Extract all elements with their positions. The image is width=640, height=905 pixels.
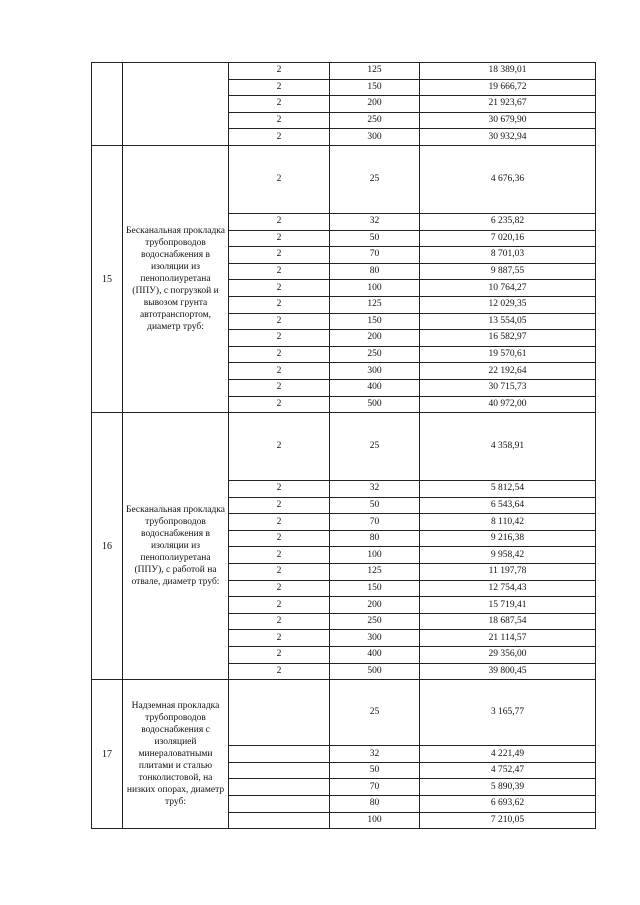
count-cell: 2 <box>229 346 330 363</box>
section-description: Надземная прокладка трубопроводов водоснабжения с изоляцией минераловатными плитами и сталью тонколистовой, на низких опорах, диаметр труб: <box>123 680 229 829</box>
section-description: Бесканальная прокладка трубопроводов водоснабжения в изоляции из пенополиуретана (ППУ), с работой на отвале, диаметр труб: <box>123 413 229 680</box>
count-cell <box>229 812 330 829</box>
diameter-cell: 50 <box>330 497 420 514</box>
price-cell: 8 110,42 <box>420 514 596 531</box>
diameter-cell: 250 <box>330 112 420 129</box>
diameter-cell: 125 <box>330 564 420 581</box>
price-cell: 21 923,67 <box>420 96 596 113</box>
diameter-cell: 80 <box>330 796 420 813</box>
count-cell: 2 <box>229 530 330 547</box>
diameter-cell: 32 <box>330 481 420 498</box>
price-cell: 12 754,43 <box>420 580 596 597</box>
price-cell: 9 958,42 <box>420 547 596 564</box>
price-cell: 4 358,91 <box>420 413 596 481</box>
price-cell: 40 972,00 <box>420 396 596 413</box>
table-row <box>92 63 596 80</box>
price-cell: 6 543,64 <box>420 497 596 514</box>
diameter-cell: 150 <box>330 313 420 330</box>
price-cell: 8 701,03 <box>420 247 596 264</box>
count-cell: 2 <box>229 413 330 481</box>
price-cell: 18 687,54 <box>420 613 596 630</box>
price-cell: 19 570,61 <box>420 346 596 363</box>
count-cell <box>229 680 330 746</box>
price-cell: 15 719,41 <box>420 597 596 614</box>
price-cell: 5 890,39 <box>420 779 596 796</box>
diameter-cell: 70 <box>330 514 420 531</box>
table-row <box>92 145 596 213</box>
count-cell: 2 <box>229 630 330 647</box>
count-cell <box>229 746 330 763</box>
price-cell: 4 221,49 <box>420 746 596 763</box>
diameter-cell: 32 <box>330 213 420 230</box>
diameter-cell: 500 <box>330 396 420 413</box>
diameter-cell: 300 <box>330 129 420 146</box>
count-cell: 2 <box>229 379 330 396</box>
diameter-cell: 150 <box>330 580 420 597</box>
table-row <box>92 680 596 746</box>
diameter-cell: 100 <box>330 812 420 829</box>
price-cell: 13 554,05 <box>420 313 596 330</box>
count-cell: 2 <box>229 597 330 614</box>
price-cell: 9 216,38 <box>420 530 596 547</box>
price-cell: 6 693,62 <box>420 796 596 813</box>
count-cell <box>229 796 330 813</box>
diameter-cell: 150 <box>330 79 420 96</box>
count-cell: 2 <box>229 547 330 564</box>
price-cell: 4 752,47 <box>420 762 596 779</box>
diameter-cell: 25 <box>330 680 420 746</box>
section-number: 17 <box>92 680 123 829</box>
section-number <box>92 63 123 146</box>
diameter-cell: 400 <box>330 647 420 664</box>
diameter-cell: 100 <box>330 547 420 564</box>
count-cell: 2 <box>229 296 330 313</box>
count-cell: 2 <box>229 647 330 664</box>
price-cell: 18 389,01 <box>420 63 596 80</box>
diameter-cell: 50 <box>330 762 420 779</box>
count-cell: 2 <box>229 63 330 80</box>
price-cell: 19 666,72 <box>420 79 596 96</box>
section-description: Бесканальная прокладка трубопроводов водоснабжения в изоляции из пенополиуретана (ППУ), с погрузкой и вывозом грунта автотранспортом, диаметр труб: <box>123 145 229 412</box>
price-cell: 30 679,90 <box>420 112 596 129</box>
diameter-cell: 125 <box>330 63 420 80</box>
diameter-cell: 400 <box>330 379 420 396</box>
count-cell: 2 <box>229 613 330 630</box>
count-cell: 2 <box>229 363 330 380</box>
diameter-cell: 300 <box>330 630 420 647</box>
price-cell: 11 197,78 <box>420 564 596 581</box>
price-cell: 7 020,16 <box>420 230 596 247</box>
diameter-cell: 50 <box>330 230 420 247</box>
diameter-cell: 80 <box>330 263 420 280</box>
price-cell: 4 676,36 <box>420 145 596 213</box>
price-cell: 10 764,27 <box>420 280 596 297</box>
count-cell: 2 <box>229 396 330 413</box>
count-cell: 2 <box>229 481 330 498</box>
count-cell: 2 <box>229 230 330 247</box>
diameter-cell: 500 <box>330 663 420 680</box>
count-cell: 2 <box>229 313 330 330</box>
diameter-cell: 300 <box>330 363 420 380</box>
diameter-cell: 200 <box>330 597 420 614</box>
diameter-cell: 80 <box>330 530 420 547</box>
price-cell: 21 114,57 <box>420 630 596 647</box>
count-cell: 2 <box>229 247 330 264</box>
price-cell: 30 932,94 <box>420 129 596 146</box>
diameter-cell: 32 <box>330 746 420 763</box>
diameter-cell: 125 <box>330 296 420 313</box>
count-cell: 2 <box>229 112 330 129</box>
price-cell: 22 192,64 <box>420 363 596 380</box>
count-cell: 2 <box>229 96 330 113</box>
section-number: 16 <box>92 413 123 680</box>
price-cell: 30 715,73 <box>420 379 596 396</box>
price-cell: 12 029,35 <box>420 296 596 313</box>
price-cell: 16 582,97 <box>420 330 596 347</box>
count-cell: 2 <box>229 129 330 146</box>
diameter-cell: 25 <box>330 145 420 213</box>
count-cell: 2 <box>229 330 330 347</box>
diameter-cell: 100 <box>330 280 420 297</box>
count-cell: 2 <box>229 663 330 680</box>
count-cell: 2 <box>229 497 330 514</box>
count-cell: 2 <box>229 263 330 280</box>
diameter-cell: 250 <box>330 346 420 363</box>
diameter-cell: 25 <box>330 413 420 481</box>
price-cell: 29 356,00 <box>420 647 596 664</box>
diameter-cell: 250 <box>330 613 420 630</box>
count-cell: 2 <box>229 213 330 230</box>
count-cell: 2 <box>229 564 330 581</box>
section-description <box>123 63 229 146</box>
count-cell: 2 <box>229 514 330 531</box>
diameter-cell: 200 <box>330 330 420 347</box>
count-cell: 2 <box>229 145 330 213</box>
price-table <box>91 62 596 829</box>
price-cell: 6 235,82 <box>420 213 596 230</box>
price-cell: 9 887,55 <box>420 263 596 280</box>
price-cell: 7 210,05 <box>420 812 596 829</box>
price-cell: 3 165,77 <box>420 680 596 746</box>
diameter-cell: 200 <box>330 96 420 113</box>
diameter-cell: 70 <box>330 247 420 264</box>
table-row <box>92 413 596 481</box>
count-cell: 2 <box>229 79 330 96</box>
section-number: 15 <box>92 145 123 412</box>
price-cell: 5 812,54 <box>420 481 596 498</box>
price-cell: 39 800,45 <box>420 663 596 680</box>
count-cell: 2 <box>229 580 330 597</box>
count-cell <box>229 762 330 779</box>
count-cell <box>229 779 330 796</box>
diameter-cell: 70 <box>330 779 420 796</box>
count-cell: 2 <box>229 280 330 297</box>
